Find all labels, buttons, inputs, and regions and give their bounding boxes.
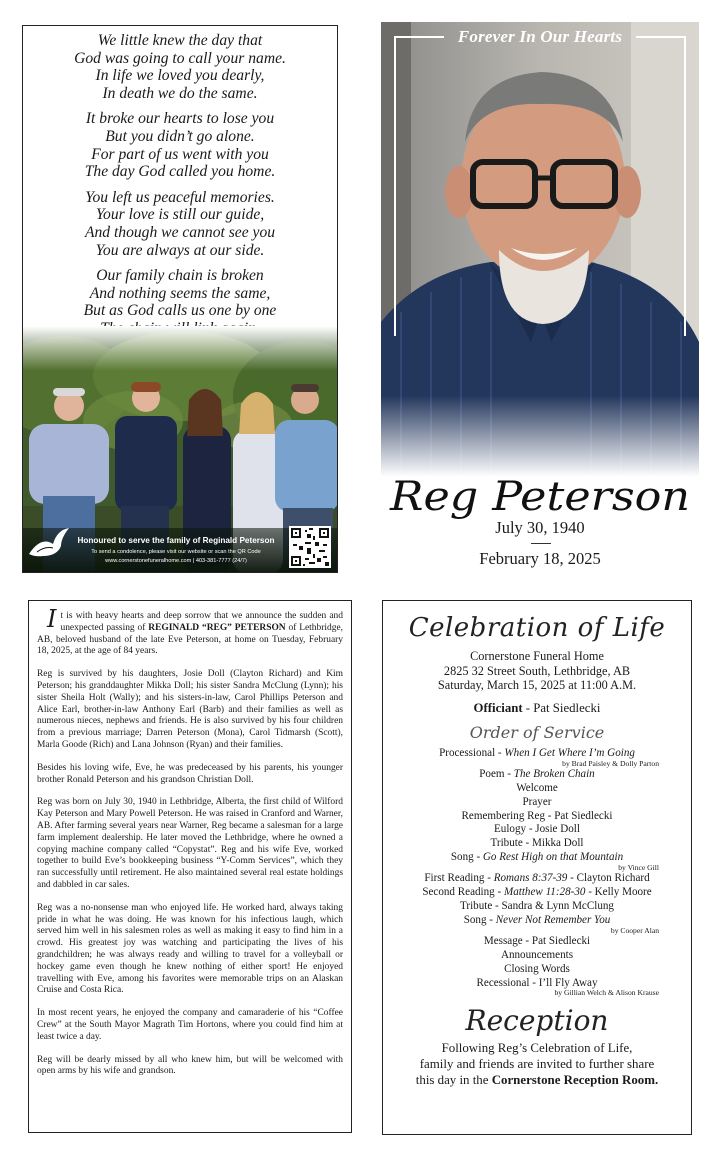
birth-date: July 30, 1940 <box>495 518 585 537</box>
order-item-credit: by Brad Paisley & Dolly Parton <box>562 758 659 768</box>
order-item-title: The Broken Chain <box>513 768 595 781</box>
order-item <box>383 782 691 796</box>
poem-line: In death we do the same. <box>102 84 258 102</box>
reception-line <box>383 1072 691 1088</box>
portrait-photo <box>381 22 699 477</box>
reception-line: family and friends are invited to further share <box>419 1056 655 1071</box>
forever-banner: Forever In Our Hearts <box>457 27 623 46</box>
website-text[interactable]: www.cornerstonefuneralhome.com | 403-381-7777 (24/7) <box>105 558 247 564</box>
service-card <box>382 600 692 1135</box>
order-item-text: Song - <box>463 913 496 926</box>
order-item-text: Tribute - Mikka Doll <box>490 837 584 850</box>
poem-line: In life we loved you dearly, <box>95 67 265 85</box>
poem-line: And nothing seems the same, <box>89 284 271 302</box>
poem-line: God was going to call your name. <box>74 49 286 67</box>
reception-room: Cornerstone Reception Room. <box>491 1072 659 1087</box>
reception-title: Reception <box>465 1003 609 1037</box>
order-item-text: Remembering Reg - Pat Siedlecki <box>461 809 613 822</box>
honour-text: Honoured to serve the family of Reginald Peterson <box>77 536 275 545</box>
obituary-paragraph: Reg is survived by his daughters, Josie Doll (Clayton Richard) and Kim Peterson; his granddaughter Mikka Doll; his sister Sandra McClung (Lynn); his sister Sheila Holt (Wally); and his sisters-in-law, Carol Phillips Peterson and Alice Earl, brother-in-law Anthony Earl (Barb) and their families as well as numerous nieces, nephews and friends. He is also survived by his four children from a previous marriage; Darren Peterson (Mona), Carol Tidmarsh (Scott), Marla Goode (Rich) and Lana Johnson (Ryan) and their families. <box>37 669 343 750</box>
order-item <box>383 837 691 851</box>
obituary-paragraph: Reg was a no-nonsense man who enjoyed life. He worked hard, always taking pride in what he was doing. He was known for his infectious laugh, which served him well in his salesmen roles as well as making it easy to find him in a crowd. His greatest joy was watching and participating the lives of his grandchildren; he was always ready and willing to travel for a volleyball or hockey game even though he knew nothing of either sport! He enjoyed travelling with Eve, among his favorites were memorable trips on an Alaskan Cruise and Costa Rica. <box>37 902 343 996</box>
order-item-text: First Reading - <box>424 872 494 885</box>
poem-line: Our family chain is broken <box>96 267 264 285</box>
frame-line-right <box>684 36 686 336</box>
condolence-text: To send a condolence, please visit our website or scan the QR Code <box>91 549 261 555</box>
poem-stanza <box>23 110 337 180</box>
poem-line: The day God called you home. <box>84 163 276 181</box>
reception-line-text: this day in the <box>415 1072 492 1087</box>
obituary-paragraph: Reg was born on July 30, 1940 in Lethbridge, Alberta, the first child of Wilford Kay Peterson and Mary Powell Peterson. He was raised in Cranford and Warner, AB. After farming several years near Warner, Reg became a salesman for a large farm implement dealership. He later moved the Lethbridge, where he owned a copying machine company called “Copystat”. Reg and his wife Eve, worked together to build Eve’s bookkeeping business “Y-Comm Services”, which they ran successfully until retirement. He also maintained several real estate holdings and dabbled in car sales. <box>37 797 343 890</box>
poem-line: You left us peaceful memories. <box>85 188 275 206</box>
venue-address: 2825 32 Street South, Lethbridge, AB <box>443 663 631 678</box>
order-item-title: Never Not Remember You <box>495 913 611 926</box>
obituary-card <box>28 600 352 1133</box>
dropcap: I <box>47 605 57 633</box>
order-item <box>383 886 691 900</box>
order-item-text: Tribute - Sandra & Lynn McClung <box>460 899 614 912</box>
obituary-paragraph: In most recent years, he enjoyed the company and camaraderie of his “Coffee Crew” at the South Mayor Magrath Tim Hortons, where you could find him at least twice a day. <box>37 1008 343 1042</box>
dove-logo-icon <box>27 526 71 562</box>
order-item <box>383 935 691 949</box>
poem-line: Your love is still our guide, <box>95 206 265 224</box>
poem-line: But you didn’t go alone. <box>105 127 255 145</box>
order-item-credit: by Vince Gill <box>618 862 659 872</box>
order-item-text: Poem - <box>479 768 514 781</box>
order-item-text: Song - <box>450 850 483 863</box>
order-of-service-title: Order of Service <box>469 722 605 742</box>
order-item <box>383 796 691 810</box>
poem-line: And though we cannot see you <box>84 223 276 241</box>
order-item <box>383 823 691 837</box>
order-of-service-list <box>383 747 691 998</box>
order-item-text: Processional - <box>439 746 505 759</box>
memorial-poem <box>23 32 337 346</box>
poem-line: We little knew the day that <box>97 32 263 49</box>
officiant-label: Officiant <box>473 700 523 715</box>
frame-line-left <box>394 36 396 336</box>
poem-line: But as God calls us one by one <box>83 302 277 320</box>
order-item-text: Prayer <box>522 795 552 808</box>
intro-text-end: of Lethbridge, AB, beloved husband of the late Eve Peterson, at home on Tuesday, February 18, 2025, at the age of 84 years. <box>37 622 343 657</box>
service-datetime: Saturday, March 15, 2025 at 11:00 A.M. <box>437 678 637 693</box>
order-item <box>383 900 691 914</box>
obituary-intro <box>37 605 343 658</box>
intro-text: t is with heavy hearts and deep sorrow that we announce the sudden and unexpected passing of <box>60 611 343 633</box>
celebration-title: Celebration of Life <box>408 613 666 643</box>
order-item-credit: by Gillian Welch & Alison Krause <box>554 988 659 998</box>
order-item-text: Eulogy - Josie Doll <box>494 823 580 836</box>
date-divider <box>531 543 551 544</box>
obituary-paragraph: Reg will be dearly missed by all who knew him, but will be welcomed with open arms by his wife and grandson. <box>37 1054 343 1077</box>
order-item <box>383 872 691 886</box>
order-item-credit: by Cooper Alan <box>610 925 659 935</box>
order-item <box>383 768 691 782</box>
qr-code-icon[interactable] <box>289 526 331 568</box>
order-item <box>383 810 691 824</box>
officiant-line <box>383 701 691 716</box>
order-item-reader: - Clayton Richard <box>567 872 650 885</box>
obituary-paragraph: Besides his loving wife, Eve, he was predeceased by his parents, his younger brother Ronald Peterson and his grandson Christian Doll. <box>37 762 343 785</box>
order-item-text: Message - Pat Siedlecki <box>483 935 591 948</box>
poem-stanza <box>23 189 337 259</box>
order-item-text: Closing Words <box>504 962 570 975</box>
deceased-name: REGINALD “REG” PETERSON <box>148 622 286 633</box>
order-item-title: When I Get Where I’m Going <box>504 746 635 759</box>
order-item <box>383 963 691 977</box>
portrait-card <box>381 22 699 572</box>
order-item-title: Matthew 11:28-30 <box>503 886 586 899</box>
order-item-title: Go Rest High on that Mountain <box>482 850 624 863</box>
order-item-text: Announcements <box>500 948 574 961</box>
order-item-reader: - Kelly Moore <box>585 886 652 899</box>
reception-line: Following Reg’s Celebration of Life, <box>441 1040 633 1055</box>
order-item-text: Welcome <box>516 781 558 794</box>
officiant-name: - Pat Siedlecki <box>522 700 601 715</box>
order-item <box>383 949 691 963</box>
poem-stanza <box>23 32 337 102</box>
poem-line: It broke our hearts to lose you <box>85 110 275 128</box>
order-item-text: Second Reading - <box>422 886 504 899</box>
order-item-text: Recessional - I’ll Fly Away <box>476 976 598 989</box>
poem-card <box>22 25 338 573</box>
death-date: February 18, 2025 <box>479 549 601 568</box>
venue-name: Cornerstone Funeral Home <box>470 649 604 663</box>
order-item-title: Romans 8:37-39 <box>493 872 568 885</box>
poem-line: For part of us went with you <box>91 145 269 163</box>
poem-line: You are always at our side. <box>95 241 265 259</box>
signature-text: Reg Peterson <box>388 474 690 520</box>
